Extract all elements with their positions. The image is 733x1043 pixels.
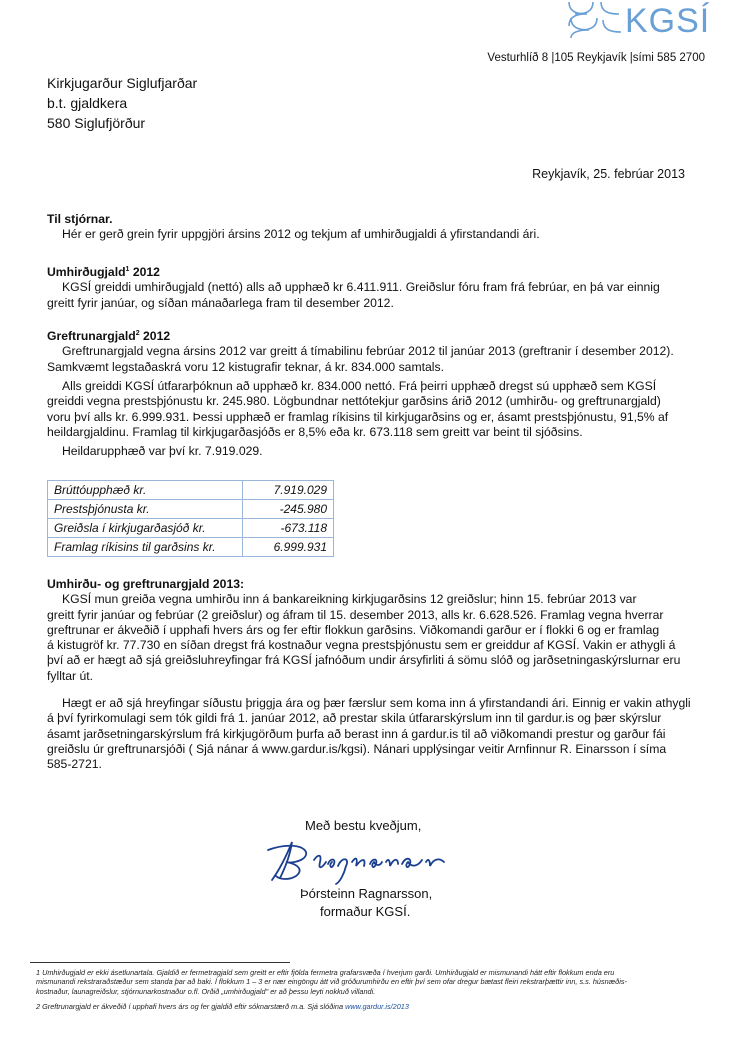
section-2013-p2-line: á því fyrirkomulagi sem tók gildi frá 1. janúar 2012, að prestar skila útfararskýrslum inn til gardur.is og þær skýrslur <box>47 711 662 726</box>
section-2013-p1-line: því að er hægt að sjá greiðsluhreyfingar frá KGSÍ jafnóðum undir ársyfirliti á sömu slóð og jarðsetningaskýrslurnar eru <box>47 653 681 668</box>
greftrun-section <box>47 326 717 459</box>
greftrun-p2-line2: greiddi vegna prestsþjónustu kr. 245.980. Lögbundnar nettótekjur garðsins árið 2012 (umhirðu- og greftrunargjald) <box>47 394 661 409</box>
table-cell-value: -673.118 <box>243 519 334 538</box>
table-cell-label: Framlag ríkisins til garðsins kr. <box>48 538 243 557</box>
section-2013-heading: Umhirðu- og greftrunargjald 2013: <box>47 577 245 591</box>
signature-icon <box>262 836 462 886</box>
signatory-name: Þórsteinn Ragnarsson, <box>300 886 433 901</box>
signatory-title: formaður KGSÍ. <box>320 904 411 919</box>
footnote-2-link[interactable]: www.gardur.is/2013 <box>345 1001 409 1011</box>
greftrun-p2-line4: heildargjaldinu. Framlag til kirkjugarðasjóðs er 8,5% eða kr. 673.118 sem greitt var beint til sjóðsins. <box>47 424 583 439</box>
section-2013-p2-line: 585-2721. <box>47 757 102 772</box>
section-2013-p1-line: fylltar út. <box>47 668 94 683</box>
table-cell-label: Prestsþjónusta kr. <box>48 500 243 519</box>
greftrun-total: Heildarupphæð var því kr. 7.919.029. <box>62 444 263 459</box>
section-2013-p1-line: greitt fyrir janúar og febrúar (2 greiðslur) og áfram til 15. desember 2013, alls kr. 6.628.526. Framlag vegna hverrar <box>47 607 664 622</box>
letter-date: Reykjavík, 25. febrúar 2013 <box>532 167 685 181</box>
footnote-divider <box>30 962 290 963</box>
table-cell-value: -245.980 <box>243 500 334 519</box>
table-row <box>48 500 334 519</box>
recipient-postal: 580 Siglufjörður <box>47 115 146 131</box>
section-2013-p1-line: á kistugröf kr. 77.730 en síðan dregst frá kostnaður vegna prestsþjónustu sem er greiddur af KGSÍ. Vakin er athygli á <box>47 638 676 653</box>
footnote-1-line: 1 Umhirðugjald er ekki ásetlunartala. Gjaldið er fermetragjald sem greitt er eftir fjölda fermetra grafarsvæða í hverjum garði. Umhirðugjald er mismunandi hátt eftir flokkum enda eru <box>36 968 615 977</box>
intro-section <box>47 212 707 243</box>
table-cell-label: Greiðsla í kirkjugarðasjóð kr. <box>48 519 243 538</box>
table-row <box>48 519 334 538</box>
greftrun-p1-line1: Greftrunargjald vegna ársins 2012 var greitt á tímabilinu febrúar 2012 til janúar 2013 (greftranir í desember 2012). <box>62 344 674 359</box>
umhirda-line1: KGSÍ greiddi umhirðugjald (nettó) alls að upphæð kr 6.411.911. Greiðslur fóru fram frá febrúar, en þá var einnig <box>62 280 660 295</box>
closing-greeting: Með bestu kveðjum, <box>305 818 422 833</box>
section-2013 <box>47 577 717 773</box>
logo-text: KGSÍ <box>625 2 711 40</box>
table-cell-label: Brúttóupphæð kr. <box>48 481 243 500</box>
umhirda-heading: Umhirðugjald$^1$ 2012 <box>47 265 160 280</box>
intro-text: Hér er gerð grein fyrir uppgjöri ársins 2012 og tekjum af umhirðugjaldi á yfirstandandi ári. <box>62 227 540 242</box>
section-2013-p2-line: Hægt er að sjá hreyfingar síðustu þriggja ára og þær færslur sem koma inn á yfirstandandi ári. Einnig er vakin athygli <box>62 696 691 711</box>
greftrun-p1-line2: Samkvæmt legstaðaskrá voru 12 kistugrafir teknar, á kr. 834.000 samtals. <box>47 359 444 374</box>
table-cell-value: 6.999.931 <box>243 538 334 557</box>
recipient-name: Kirkjugarður Siglufjarðar <box>47 75 198 91</box>
table-cell-value: 7.919.029 <box>243 481 334 500</box>
greftrun-p2-line1: Alls greiddi KGSÍ útfararþóknun að upphæð kr. 834.000 nettó. Frá þeirri upphæð dregst sú upphæð sem KGSÍ <box>62 378 657 393</box>
umhirda-line2: greitt fyrir janúar, og síðan mánaðarlega fram til desember 2012. <box>47 295 394 310</box>
greftrun-heading: Greftrunargjald$^2$ 2012 <box>47 329 171 344</box>
umhirda-section <box>47 262 717 311</box>
intro-heading: Til stjórnar. <box>47 212 113 226</box>
greftrun-p2-line3: voru því alls kr. 6.999.931. Þessi upphæð er framlag ríkisins til kirkjugarðsins og er, ásamt prestsþjónustu, 91,5% af <box>47 409 669 424</box>
logo-emblem-icon <box>563 0 625 38</box>
section-2013-p1-line: KGSÍ mun greiða vegna umhirðu inn á bankareikning kirkjugarðsins 12 greiðslur; hinn 15. febrúar 2013 var <box>62 592 637 607</box>
table-row <box>48 481 334 500</box>
amounts-table <box>47 480 334 557</box>
section-2013-p2-line: greiðslu úr greftrunarsjóði ( Sjá nánar á www.gardur.is/kgsi). Nánari upplýsingar veitir Arnfinnur R. Einarsson í síma <box>47 741 667 756</box>
kgsi-logo <box>563 0 713 38</box>
section-2013-p1-line: greftrunar er ákveðið í upphafi hvers árs og fer eftir flokkun garðsins. Viðkomandi garður er í flokki 6 og er framlag <box>47 622 660 637</box>
footnote-1-line: mismunandi rekstraraðstæður sem standa þar að baki. Í flokkum 1 – 3 er nær eingöngu átt við gróðurumhirðu en eftir því sem ofar dregur bætast fleiri rekstrarþættir inn, s.s. húsnæðis- <box>36 977 627 987</box>
footnotes <box>36 968 706 1011</box>
section-2013-p2-line: ásamt jarðsetningarskýrslum frá kirkjugörðum þurfa að berast inn á gardur.is til að viðkomandi prestur og garður fái <box>47 726 666 741</box>
recipient-attention: b.t. gjaldkera <box>47 95 128 111</box>
footnote-2: 2 Greftrunargjald er ákveðið í upphafi hvers árs og fer gjaldið eftir sóknarstærð m.a. Sjá slóðina www.gardur.is/2013 <box>36 1001 409 1011</box>
footnote-1-line: kostnaður, launagreiðslur, stjórnunarkostnaður o.fl. Orðið „umhirðugjald" er að þessu leyti nokkuð villandi. <box>36 986 376 996</box>
table-row <box>48 538 334 557</box>
sender-address: Vesturhlíð 8 |105 Reykjavík |sími 585 2700 <box>487 52 705 64</box>
recipient-block <box>47 73 197 133</box>
